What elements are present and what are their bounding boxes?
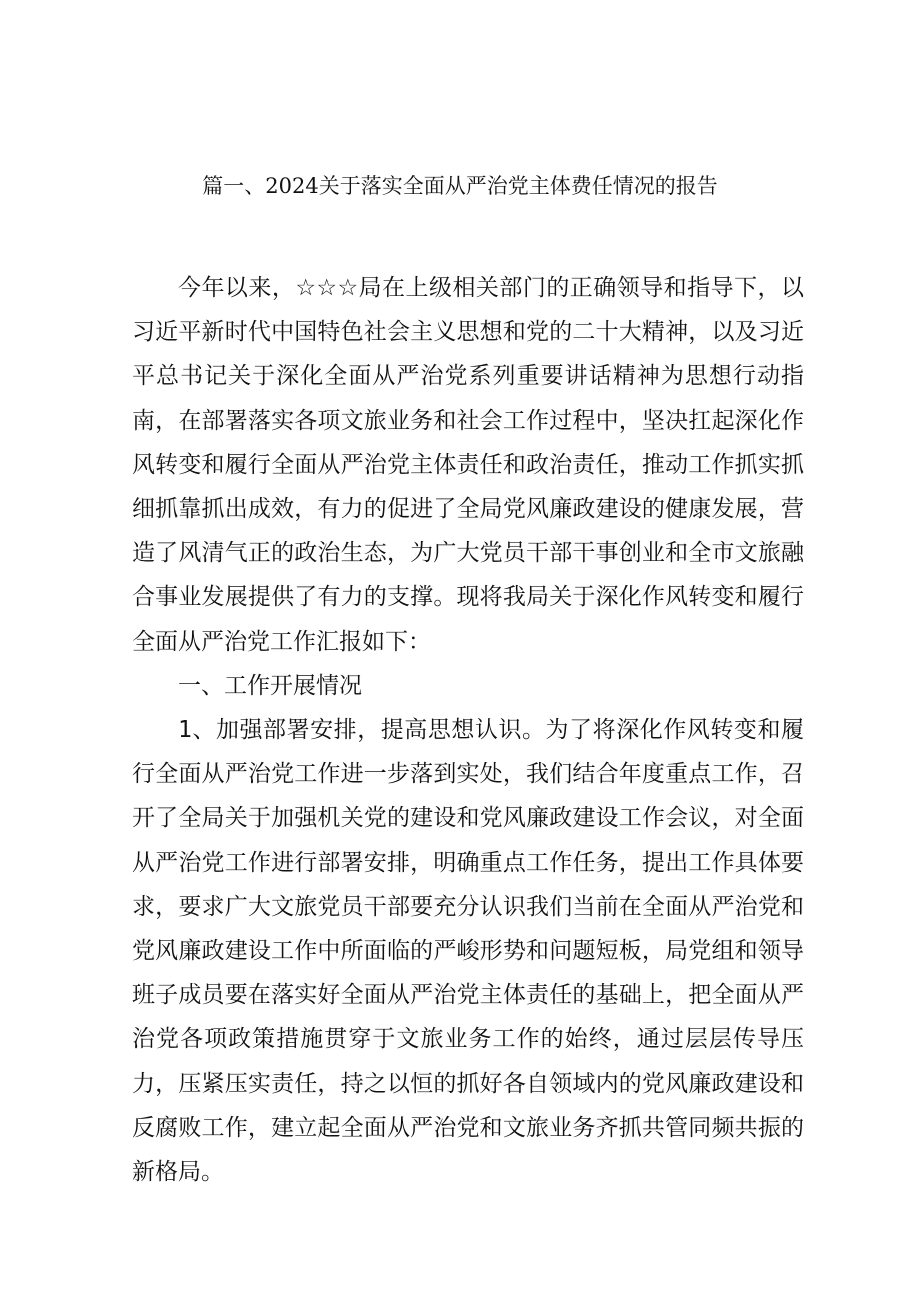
document-title: 篇一、2024关于落实全面从严治党主体费任情况的报告 xyxy=(202,174,718,198)
item-1-paragraph xyxy=(132,708,804,1194)
item-1-number: 1 xyxy=(178,717,192,744)
section-heading: 一、工作开展情况 xyxy=(178,672,362,699)
document-body xyxy=(132,266,804,1194)
intro-paragraph: 今年以来，☆☆☆局在上级相关部门的正确领导和指导下，以习近平新时代中国特色社会主义思想和党的二十大精神，以及习近平总书记关于深化全面从严治党系列重要讲话精神为思想行动指南，在部署落实各项文旅业务和社会工作过程中，坚决扛起深化作风转变和履行全面从严治党主体责任和政治责任，推动工作抓实抓细抓靠抓出成效，有力的促进了全局党风廉政建设的健康发展，营造了风清气正的政治生态，为广大党员干部干事创业和全市文旅融合事业发展提供了有力的支撑。现将我局关于深化作风转变和履行全面从严治党工作汇报如下： xyxy=(132,275,804,655)
item-1-text: 、加强部署安排，提高思想认识。为了将深化作风转变和履行全面从严治党工作进一步落到实处，我们结合年度重点工作，召开了全局关于加强机关党的建设和党风廉政建设工作会议，对全面从严治党工作进行部署安排，明确重点工作任务，提出工作具体要求，要求广大文旅党员干部要充分认识我们当前在全面从严治党和党风廉政建设工作中所面临的严峻形势和问题短板，局党组和领导班子成员要在落实好全面从严治党主体责任的基础上，把全面从严治党各项政策措施贯穿于文旅业务工作的始终，通过层层传导压力，压紧压实责任，持之以恒的抓好各自领域内的党风廉政建设和反腐败工作，建立起全面从严治党和文旅业务齐抓共管同频共振的新格局。 xyxy=(132,717,804,1186)
